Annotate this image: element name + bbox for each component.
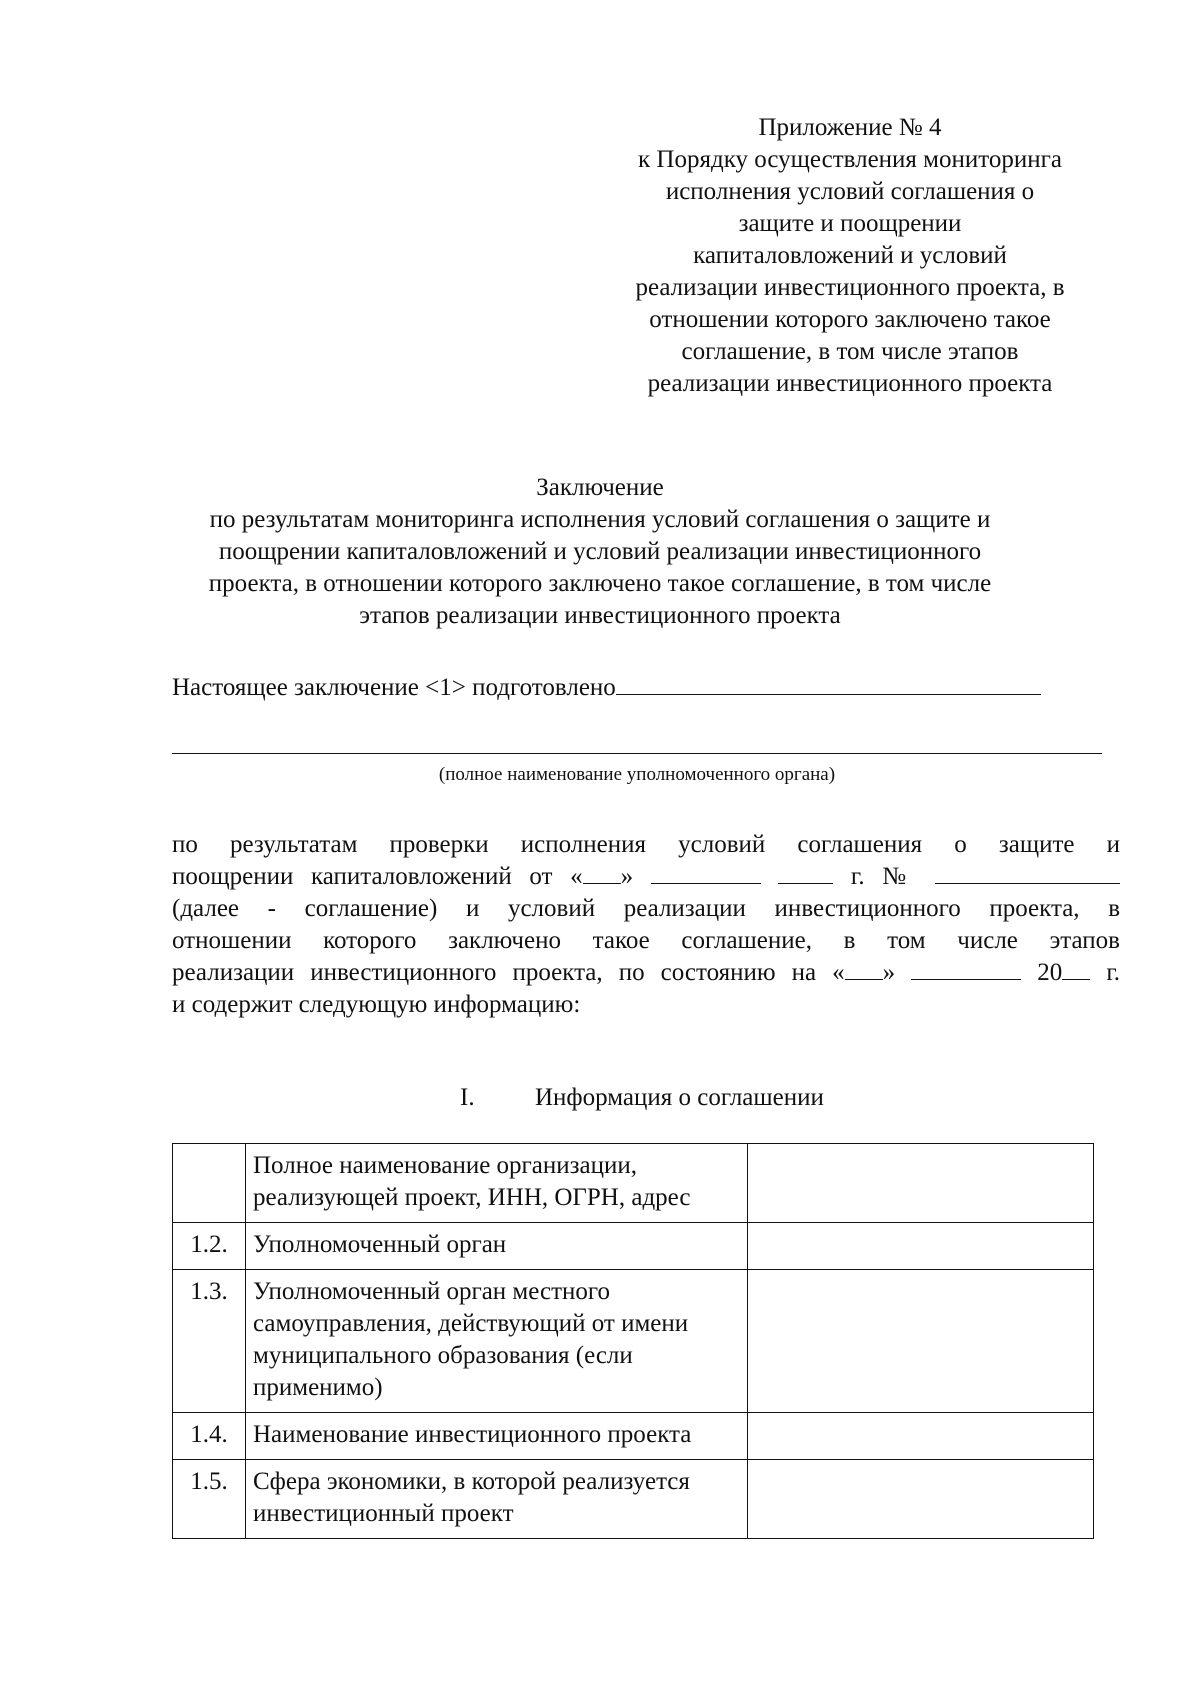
appendix-line: реализации инвестиционного проекта, в bbox=[635, 274, 1065, 301]
title-line: по результатам мониторинга исполнения условий соглашения о защите и bbox=[209, 506, 991, 533]
row-name: Наименование инвестиционного проекта bbox=[246, 1413, 748, 1460]
table-row bbox=[173, 1270, 1094, 1413]
row-value[interactable] bbox=[748, 1223, 1094, 1270]
paragraph-text: поощрении капиталовложений от « bbox=[172, 863, 583, 890]
table-row bbox=[173, 1413, 1094, 1460]
paragraph-line: отношении которого заключено такое соглашение, в том числе этапов bbox=[172, 927, 1120, 954]
row-number: 1.3. bbox=[173, 1270, 246, 1413]
appendix-line: защите и поощрении bbox=[738, 210, 962, 237]
state-day-blank[interactable] bbox=[845, 959, 883, 980]
paragraph-line bbox=[172, 861, 1120, 893]
table-row bbox=[173, 1223, 1094, 1270]
table-row bbox=[173, 1144, 1094, 1223]
authority-name-blank[interactable] bbox=[172, 753, 1102, 754]
agreement-info-table bbox=[172, 1143, 1094, 1539]
section-heading bbox=[460, 1082, 824, 1114]
paragraph-line: по результатам проверки исполнения условий соглашения о защите и bbox=[172, 831, 1120, 858]
row-number bbox=[173, 1144, 246, 1223]
paragraph-line bbox=[172, 957, 1120, 989]
appendix-header bbox=[615, 112, 1085, 400]
paragraph-text: г. bbox=[1106, 959, 1120, 986]
check-paragraph bbox=[172, 829, 1120, 1021]
agreement-number-blank[interactable] bbox=[935, 863, 1120, 884]
row-number: 1.5. bbox=[173, 1460, 246, 1539]
title-line: проекта, в отношении которого заключено такое соглашение, в том числе bbox=[208, 570, 992, 597]
row-name: Уполномоченный орган bbox=[246, 1223, 748, 1270]
appendix-line: реализации инвестиционного проекта bbox=[647, 370, 1053, 397]
paragraph-text: 20 bbox=[1037, 959, 1063, 986]
year-blank[interactable] bbox=[778, 863, 833, 884]
section-title: Информация о соглашении bbox=[535, 1084, 824, 1111]
appendix-line: капиталовложений и условий bbox=[693, 242, 1007, 269]
row-number: 1.4. bbox=[173, 1413, 246, 1460]
title-heading: Заключение bbox=[536, 474, 664, 501]
row-name: Полное наименование организации, реализующей проект, ИНН, ОГРН, адрес bbox=[246, 1144, 748, 1223]
paragraph-text: реализации инвестиционного проекта, по состоянию на « bbox=[172, 959, 845, 986]
row-name: Сфера экономики, в которой реализуется инвестиционный проект bbox=[246, 1460, 748, 1539]
appendix-line: соглашение, в том числе этапов bbox=[681, 338, 1019, 365]
row-value[interactable] bbox=[748, 1460, 1094, 1539]
prepared-text: Настоящее заключение <1> подготовлено bbox=[172, 674, 616, 701]
title-line: этапов реализации инвестиционного проекта bbox=[359, 602, 841, 629]
month-blank[interactable] bbox=[651, 863, 761, 884]
prepared-blank[interactable] bbox=[616, 668, 1041, 695]
appendix-line: Приложение № 4 bbox=[758, 114, 942, 141]
appendix-line: к Порядку осуществления мониторинга bbox=[638, 146, 1062, 173]
state-year-blank[interactable] bbox=[1062, 959, 1090, 980]
row-value[interactable] bbox=[748, 1413, 1094, 1460]
paragraph-text: г. № bbox=[850, 863, 918, 890]
section-number: I. bbox=[460, 1084, 475, 1111]
row-value[interactable] bbox=[748, 1144, 1094, 1223]
paragraph-text: » bbox=[882, 959, 896, 986]
appendix-line: исполнения условий соглашения о bbox=[665, 178, 1035, 205]
row-value[interactable] bbox=[748, 1270, 1094, 1413]
authority-caption: (полное наименование уполномоченного органа) bbox=[438, 764, 836, 785]
paragraph-text: » bbox=[620, 863, 634, 890]
paragraph-line: (далее - соглашение) и условий реализации инвестиционного проекта, в bbox=[172, 895, 1120, 922]
title-line: поощрении капиталовложений и условий реализации инвестиционного bbox=[218, 538, 982, 565]
day-blank[interactable] bbox=[583, 863, 621, 884]
state-month-blank[interactable] bbox=[911, 959, 1021, 980]
table-row bbox=[173, 1460, 1094, 1539]
row-number: 1.2. bbox=[173, 1223, 246, 1270]
prepared-line bbox=[172, 668, 1041, 704]
document-title bbox=[150, 472, 1050, 632]
paragraph-line: и содержит следующую информацию: bbox=[172, 991, 581, 1018]
appendix-line: отношении которого заключено такое bbox=[649, 306, 1051, 333]
row-name: Уполномоченный орган местного самоуправления, действующий от имени муниципального образования (если применимо) bbox=[246, 1270, 748, 1413]
